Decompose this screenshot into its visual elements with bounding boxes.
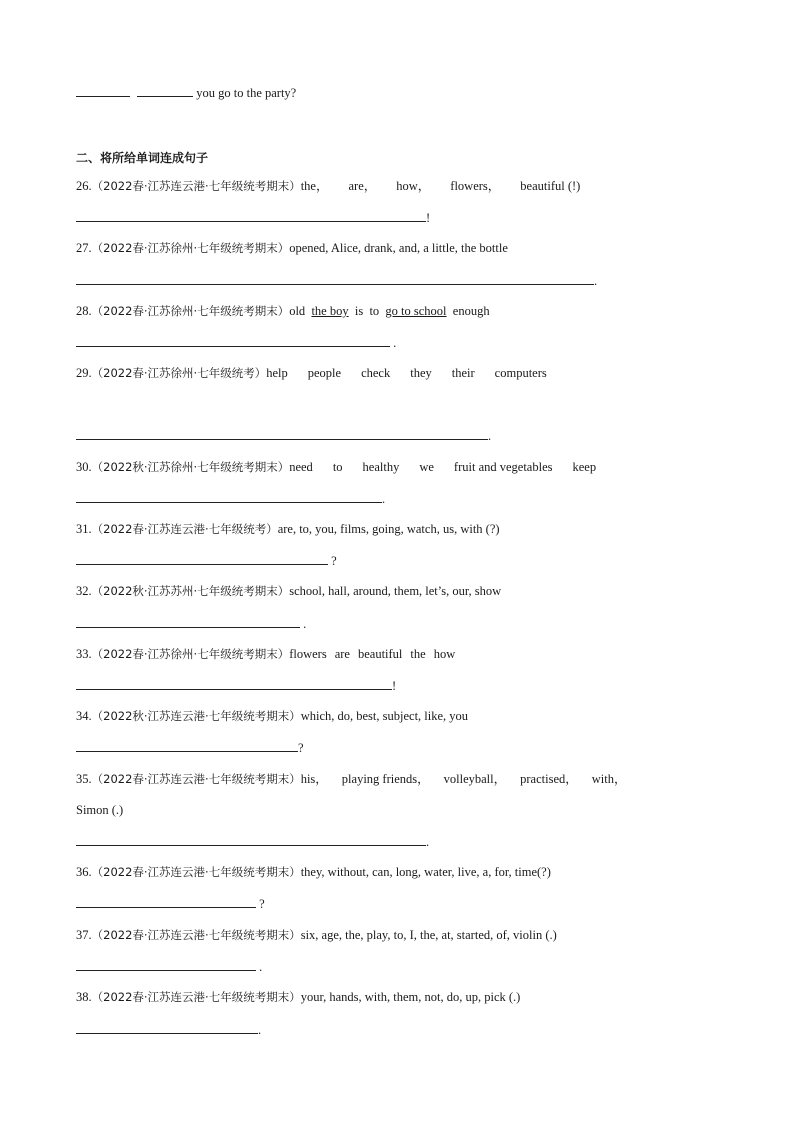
word: we (419, 460, 434, 474)
answer-end-punct: . (594, 274, 598, 288)
word: people (307, 366, 342, 380)
answer-line-36 (76, 895, 265, 912)
question-37 (76, 927, 557, 943)
word: are， (348, 179, 377, 193)
word: is (354, 304, 364, 318)
question-number: 33. (76, 647, 92, 661)
question-number: 32. (76, 584, 92, 598)
question-number: 34. (76, 709, 92, 723)
answer-end-punct: . (303, 617, 307, 631)
answer-line-30 (76, 490, 385, 507)
question-35 (76, 771, 641, 787)
word: they (410, 366, 432, 380)
word-underlined: go to school (385, 304, 447, 318)
answer-line-28 (76, 334, 396, 351)
word: help (266, 366, 288, 380)
question-source: （2022春·江苏徐州·七年级统考期末） (91, 241, 290, 255)
word-list: which, do, best, subject, like, you (300, 709, 469, 723)
question-number: 30. (76, 460, 92, 474)
word-list (289, 647, 463, 661)
word: his， (300, 772, 328, 786)
answer-blank[interactable] (76, 1021, 258, 1034)
question-source: （2022春·江苏连云港·七年级统考） (91, 522, 278, 536)
word: old (289, 304, 306, 318)
answer-blank[interactable] (76, 833, 426, 846)
top-suffix: you go to the party? (193, 86, 297, 100)
word: how (433, 647, 456, 661)
answer-line-38 (76, 1021, 261, 1038)
question-number: 38. (76, 990, 92, 1004)
answer-blank[interactable] (137, 84, 193, 97)
answer-end-punct: ! (392, 679, 397, 693)
word-list (301, 772, 641, 786)
answer-end-punct: . (259, 960, 263, 974)
question-33 (76, 646, 463, 662)
answer-blank[interactable] (76, 490, 382, 503)
answer-end-punct: ! (426, 211, 431, 225)
question-source: （2022春·江苏连云港·七年级统考期末） (91, 990, 301, 1004)
answer-line-35 (76, 833, 429, 850)
word: check (361, 366, 391, 380)
question-number: 36. (76, 865, 92, 879)
word: healthy (362, 460, 400, 474)
answer-line-34 (76, 739, 304, 756)
answer-blank[interactable] (76, 427, 488, 440)
question-number: 29. (76, 366, 92, 380)
answer-line-33 (76, 677, 396, 694)
word: the， (300, 179, 329, 193)
question-28 (76, 303, 490, 319)
answer-line-31 (76, 552, 337, 569)
answer-end-punct: . (258, 1023, 262, 1037)
answer-end-punct: . (382, 492, 386, 506)
answer-blank[interactable] (76, 272, 594, 285)
word: beautiful (357, 647, 403, 661)
answer-end-punct: . (426, 835, 430, 849)
word: are (334, 647, 350, 661)
word: beautiful (!) (520, 179, 581, 193)
answer-blank[interactable] (76, 84, 130, 97)
answer-end-punct: . (393, 336, 397, 350)
word: to (332, 460, 343, 474)
answer-blank[interactable] (76, 334, 390, 347)
word-list: six, age, the, play, to, I, the, at, started, of, violin (.) (300, 928, 557, 942)
question-29 (76, 365, 567, 381)
question-number: 28. (76, 304, 92, 318)
answer-line-37 (76, 958, 262, 975)
word-list: school, hall, around, them, let’s, our, show (289, 584, 502, 598)
answer-end-punct: ? (298, 741, 304, 755)
word: computers (494, 366, 547, 380)
question-36 (76, 864, 551, 880)
answer-blank[interactable] (76, 739, 298, 752)
answer-blank[interactable] (76, 677, 392, 690)
answer-blank[interactable] (76, 552, 328, 565)
top-answer-line (76, 84, 296, 101)
answer-blank[interactable] (76, 895, 256, 908)
word: their (451, 366, 475, 380)
question-26 (76, 178, 600, 194)
answer-end-punct: ? (259, 897, 265, 911)
word: flowers (289, 647, 327, 661)
word: how， (396, 179, 431, 193)
word: the (410, 647, 426, 661)
answer-line-26 (76, 209, 430, 226)
word-list (266, 366, 567, 380)
word-list: opened, Alice, drank, and, a little, the bottle (289, 241, 508, 255)
question-source: （2022春·江苏连云港·七年级统考期末） (91, 865, 301, 879)
question-source: （2022春·江苏连云港·七年级统考期末） (91, 928, 301, 942)
question-number: 37. (76, 928, 92, 942)
word: with， (591, 772, 627, 786)
question-source: （2022春·江苏徐州·七年级统考期末） (91, 647, 290, 661)
answer-blank[interactable] (76, 209, 426, 222)
word-list: are, to, you, films, going, watch, us, with (?) (277, 522, 500, 536)
question-32 (76, 583, 501, 599)
question-30 (76, 459, 616, 475)
word: practised， (520, 772, 578, 786)
question-number: 27. (76, 241, 92, 255)
word-list: your, hands, with, them, not, do, up, pick (.) (300, 990, 521, 1004)
question-31 (76, 521, 500, 537)
word: to (369, 304, 380, 318)
word: playing friends， (341, 772, 430, 786)
question-source: （2022春·江苏徐州·七年级统考） (91, 366, 267, 380)
question-35-continued: Simon (.) (76, 803, 124, 817)
question-source: （2022春·江苏连云港·七年级统考期末） (91, 179, 301, 193)
question-34 (76, 708, 468, 724)
word: flowers， (450, 179, 501, 193)
word-underlined: the boy (311, 304, 349, 318)
question-number: 26. (76, 179, 92, 193)
section-heading: 二、将所给单词连成句子 (76, 151, 209, 165)
word: volleyball， (443, 772, 507, 786)
word: keep (572, 460, 597, 474)
question-source: （2022秋·江苏苏州·七年级统考期末） (91, 584, 290, 598)
answer-end-punct: ? (331, 554, 337, 568)
question-source: （2022春·江苏徐州·七年级统考期末） (91, 304, 290, 318)
word-list: they, without, can, long, water, live, a, for, time(?) (300, 865, 551, 879)
question-source: （2022秋·江苏连云港·七年级统考期末） (91, 709, 301, 723)
answer-blank[interactable] (76, 958, 256, 971)
answer-end-punct: . (488, 429, 492, 443)
word-list (301, 179, 601, 193)
question-source: （2022春·江苏连云港·七年级统考期末） (91, 772, 301, 786)
question-27 (76, 240, 508, 256)
answer-blank[interactable] (76, 615, 300, 628)
word: need (289, 460, 313, 474)
question-number: 31. (76, 522, 92, 536)
answer-line-32 (76, 615, 306, 632)
word-list (289, 460, 616, 474)
question-38 (76, 989, 520, 1005)
word: enough (452, 304, 490, 318)
answer-line-29 (76, 427, 491, 444)
question-number: 35. (76, 772, 92, 786)
answer-line-27 (76, 272, 597, 289)
question-source: （2022秋·江苏徐州·七年级统考期末） (91, 460, 290, 474)
word: fruit and vegetables (453, 460, 553, 474)
